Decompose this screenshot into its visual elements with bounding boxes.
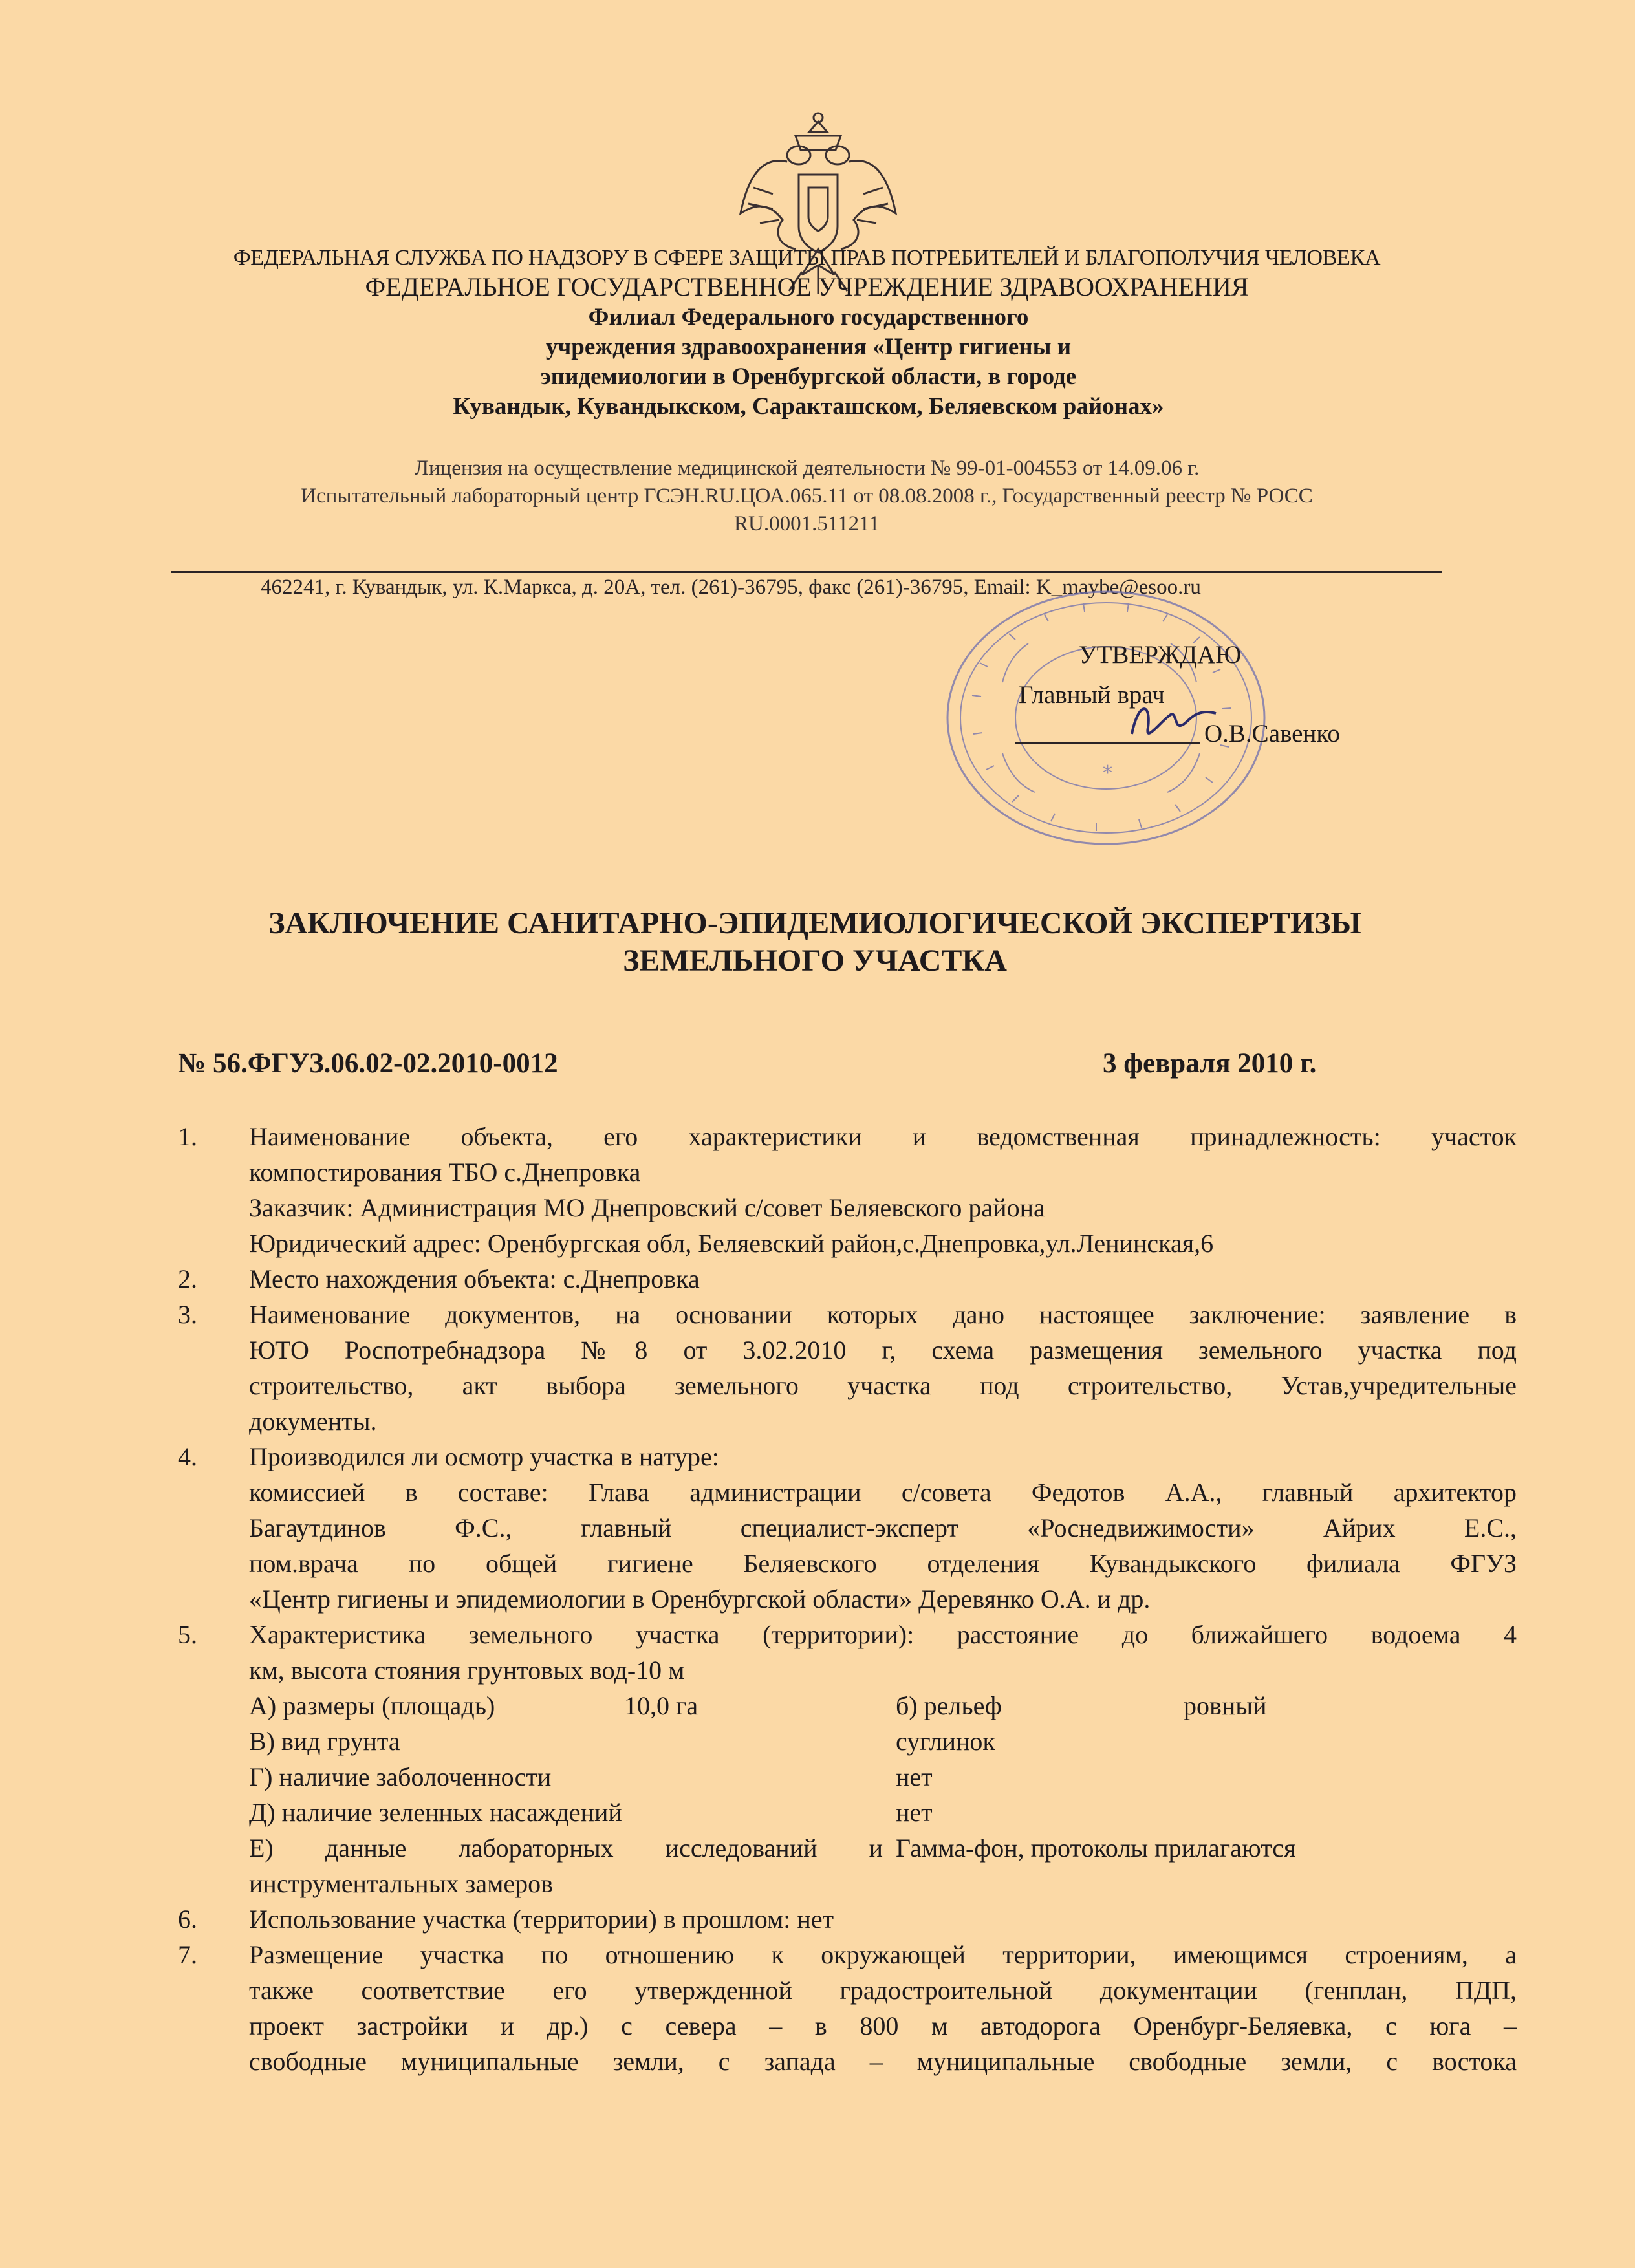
land-characteristics-table: [249, 1688, 1517, 1901]
item-2: [178, 1261, 1517, 1297]
item-3: [178, 1297, 1517, 1439]
item-number: 2.: [178, 1264, 197, 1293]
branch-line: Филиал Федерального государственного: [588, 304, 1029, 330]
characteristic-cell: [249, 1688, 896, 1723]
license-line: Испытательный лабораторный центр ГСЭН.RU.ЦОА.065.11 от 08.08.2008 г., Государственный реестр № РОСС: [301, 484, 1313, 508]
item-number: 1.: [178, 1122, 197, 1151]
lab-data-label-line: инструментальных замеров: [249, 1869, 554, 1898]
area-label: А) размеры (площадь): [249, 1691, 495, 1720]
item-line: км, высота стояния грунтовых вод-10 м: [249, 1656, 685, 1685]
document-number: № 56.ФГУЗ.06.02-02.2010-0012: [178, 1048, 558, 1079]
item-line: Использование участка (территории) в прошлом: нет: [249, 1905, 834, 1934]
soil-label: В) вид грунта: [249, 1727, 400, 1756]
conclusion-items: [178, 1119, 1517, 2079]
institution-name: ФЕДЕРАЛЬНОЕ ГОСУДАРСТВЕННОЕ УЧРЕЖДЕНИЕ ЗДРАВООХРАНЕНИЯ: [365, 272, 1249, 301]
header-divider: [171, 571, 1442, 573]
item-line: Производился ли осмотр участка в натуре:: [249, 1442, 719, 1471]
item-line: комиссией в составе: Глава администрации с/совета Федотов А.А., главный архитектор: [249, 1478, 1517, 1507]
item-line: Наименование объекта, его характеристики и ведомственная принадлежность: участок: [249, 1122, 1517, 1151]
item-line: Наименование документов, на основании которых дано настоящее заключение: заявление в: [249, 1300, 1517, 1329]
approver-name: О.В.Савенко: [1204, 720, 1340, 748]
characteristic-cell: [896, 1688, 1581, 1723]
license-line: RU.0001.511211: [734, 512, 880, 535]
branch-line: учреждения здравоохранения «Центр гигиены и: [545, 334, 1072, 360]
item-7: [178, 1937, 1517, 2079]
item-line: строительство, акт выбора земельного участка под строительство, Устав,учредительные: [249, 1371, 1517, 1400]
item-number: 7.: [178, 1940, 197, 1969]
branch-line: Кувандык, Кувандыкском, Саракташском, Беляевском районах»: [453, 393, 1164, 420]
relief-label: б) рельеф: [896, 1691, 1002, 1720]
branch-name: [194, 303, 1423, 422]
item-line: Место нахождения объекта: с.Днепровка: [249, 1264, 700, 1293]
greenery-value: нет: [896, 1798, 933, 1827]
contact-address: 462241, г. Кувандык, ул. К.Маркса, д. 20А, тел. (261)-36795, факс (261)-36795, Email: K_maybe@esoo.ru: [261, 576, 1201, 599]
document-title: ЗАКЛЮЧЕНИЕ САНИТАРНО-ЭПИДЕМИОЛОГИЧЕСКОЙ ЭКСПЕРТИЗЫ: [268, 906, 1361, 940]
item-line: также соответствие его утвержденной градостроительной документации (генплан, ПДП,: [249, 1976, 1517, 2005]
item-line: Юридический адрес: Оренбургская обл, Беляевский район,с.Днепровка,ул.Ленинская,6: [249, 1229, 1214, 1258]
item-line: свободные муниципальные земли, с запада – муниципальные свободные земли, с востока: [249, 2047, 1517, 2076]
license-block: [171, 455, 1442, 538]
area-value: 10,0 га: [624, 1691, 698, 1720]
lab-data-value: Гамма-фон, протоколы прилагаются: [896, 1833, 1296, 1863]
document-date: 3 февраля 2010 г.: [1103, 1048, 1317, 1079]
greenery-label: Д) наличие зеленных насаждений: [249, 1798, 622, 1827]
item-6: [178, 1901, 1517, 1937]
soil-value: суглинок: [896, 1727, 995, 1756]
item-5: [178, 1617, 1517, 1901]
item-number: 5.: [178, 1620, 197, 1649]
service-name: ФЕДЕРАЛЬНАЯ СЛУЖБА ПО НАДЗОРУ В СФЕРЕ ЗАЩИТЫ ПРАВ ПОТРЕБИТЕЛЕЙ И БЛАГОПОЛУЧИЯ ЧЕЛОВЕКА: [233, 246, 1381, 270]
branch-line: эпидемиологии в Оренбургской области, в городе: [540, 363, 1077, 390]
item-line: Заказчик: Администрация МО Днепровский с/совет Беляевского района: [249, 1193, 1045, 1222]
svg-text:*: *: [1103, 762, 1112, 784]
item-line: ЮТО Роспотребнадзора №8 от 3.02.2010 г, схема размещения земельного участка под: [249, 1335, 1517, 1365]
item-line: проект застройки и др.) с севера – в 800 м автодорога Оренбург-Беляевка, с юга –: [249, 2011, 1517, 2040]
license-line: Лицензия на осуществление медицинской деятельности № 99-01-004553 от 14.09.06 г.: [414, 457, 1200, 480]
item-number: 6.: [178, 1905, 197, 1934]
round-seal-stamp: [941, 585, 1277, 850]
document-subtitle: ЗЕМЕЛЬНОГО УЧАСТКА: [623, 944, 1007, 978]
item-line: компостирования ТБО с.Днепровка: [249, 1158, 641, 1187]
item-4: [178, 1439, 1517, 1617]
item-line: Размещение участка по отношению к окружающей территории, имеющимся строениям, а: [249, 1940, 1517, 1969]
lab-data-label-line: Е) данные лабораторных исследований и: [249, 1833, 883, 1863]
item-line: Багаутдинов Ф.С., главный специалист-эксперт «Роснедвижимости» Айрих Е.С.,: [249, 1513, 1517, 1542]
approve-caption: УТВЕРЖДАЮ: [1079, 641, 1242, 669]
item-line: «Центр гигиены и эпидемиологии в Оренбургской области» Деревянко О.А. и др.: [249, 1584, 1151, 1614]
lab-data-label: [249, 1830, 896, 1901]
swamp-value: нет: [896, 1762, 933, 1791]
item-number: 3.: [178, 1300, 197, 1329]
relief-value: ровный: [1184, 1691, 1267, 1720]
item-number: 4.: [178, 1442, 197, 1471]
item-line: документы.: [249, 1407, 377, 1436]
approver-position: Главный врач: [1019, 681, 1165, 709]
item-line: Характеристика земельного участка (территории): расстояние до ближайшего водоема 4: [249, 1620, 1517, 1649]
item-1: [178, 1119, 1517, 1261]
swamp-label: Г) наличие заболоченности: [249, 1762, 552, 1791]
item-line: пом.врача по общей гигиене Беляевского отделения Кувандыкского филиала ФГУЗ: [249, 1549, 1517, 1578]
